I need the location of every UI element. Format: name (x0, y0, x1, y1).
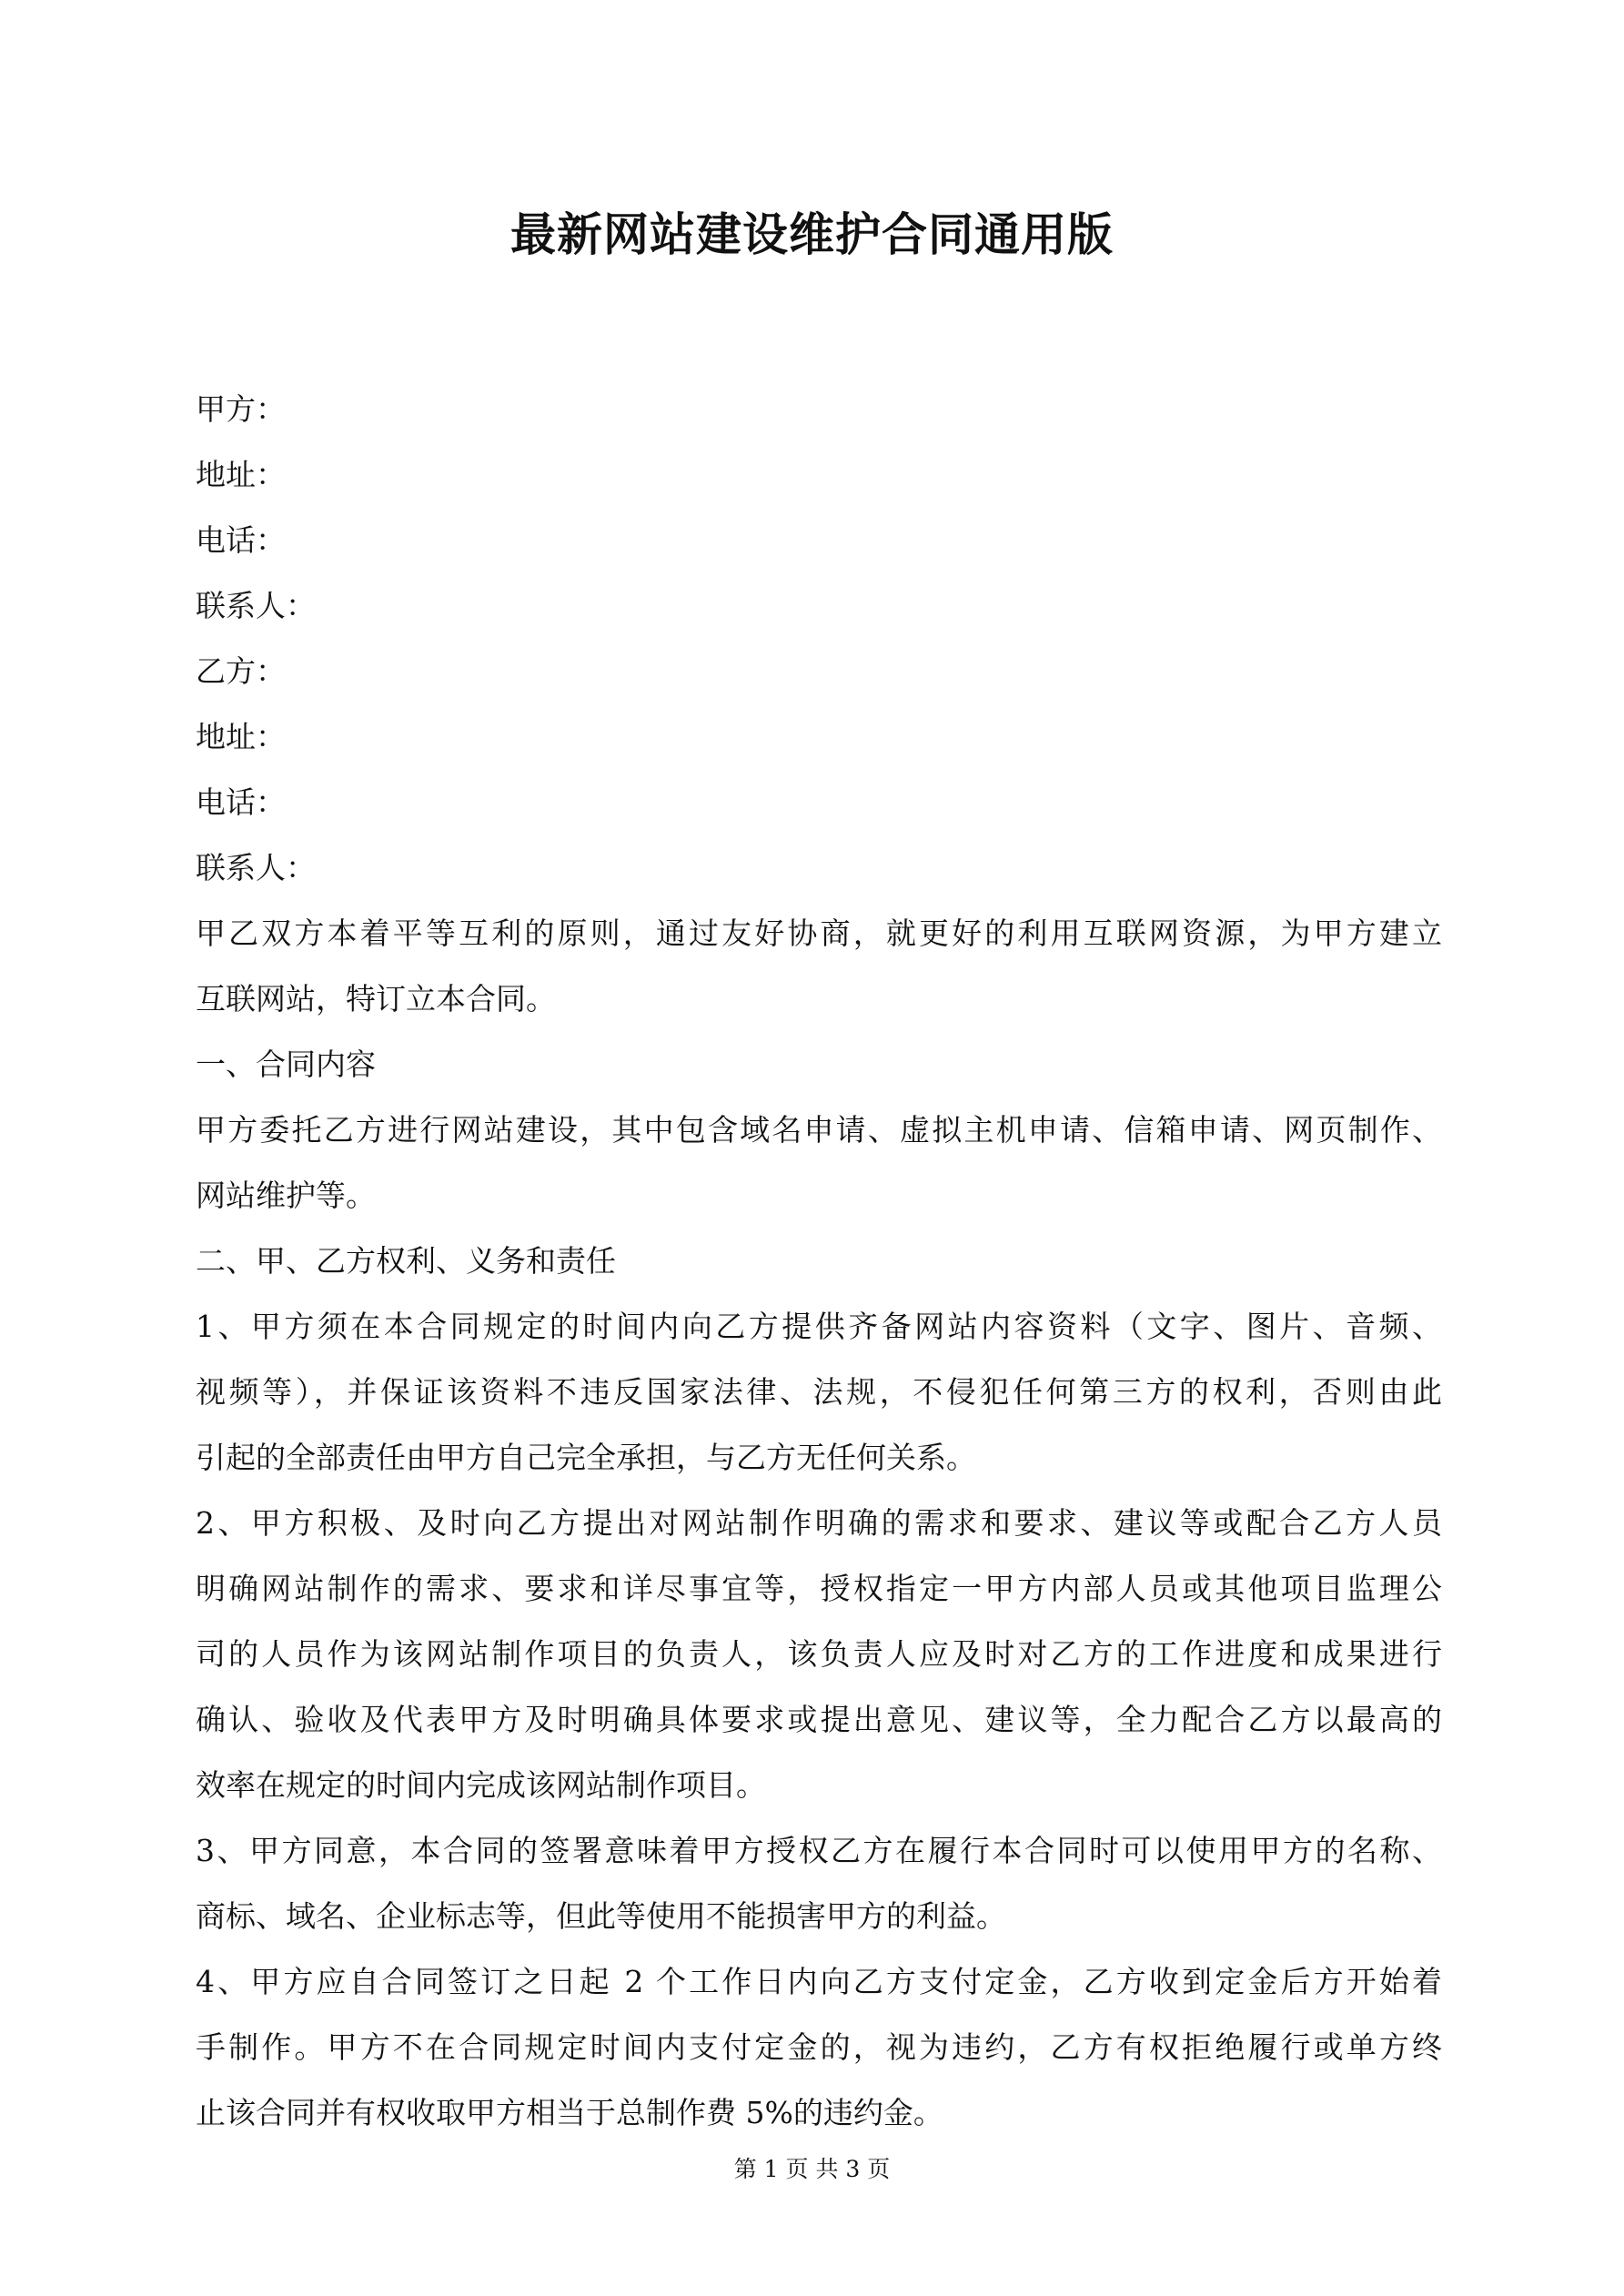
contract-content-line: 网站维护等。 (196, 1178, 376, 1213)
clause-4-line: 4、甲方应自合同签订之日起 2 个工作日内向乙方支付定金，乙方收到定金后方开始着 (196, 1964, 1442, 1999)
clause-2 (196, 1491, 1442, 1818)
party-b-contact-field: 联系人： (196, 850, 316, 885)
party-a-phone-field: 电话： (196, 522, 286, 558)
document-body (196, 377, 1442, 2146)
page-number-footer: 第 1 页 共 3 页 (733, 2156, 891, 2182)
clause-4-line: 手制作。甲方不在合同规定时间内支付定金的，视为违约，乙方有权拒绝履行或单方终 (196, 2029, 1442, 2065)
clause-1-line: 1、甲方须在本合同规定的时间内向乙方提供齐备网站内容资料（文字、图片、音频、 (196, 1309, 1442, 1344)
party-a-address-field: 地址： (196, 457, 286, 492)
intro-line: 甲乙双方本着平等互利的原则，通过友好协商，就更好的利用互联网资源，为甲方建立 (196, 915, 1442, 951)
clause-1-line: 视频等），并保证该资料不违反国家法律、法规，不侵犯任何第三方的权利，否则由此 (196, 1374, 1442, 1410)
clause-2-line: 效率在规定的时间内完成该网站制作项目。 (196, 1767, 766, 1803)
document-title: 最新网站建设维护合同通用版 (510, 207, 1114, 261)
intro-line: 互联网站，特订立本合同。 (196, 981, 556, 1017)
clause-2-line: 2、甲方积极、及时向乙方提出对网站制作明确的需求和要求、建议等或配合乙方人员 (196, 1505, 1442, 1541)
clause-3-line: 商标、域名、企业标志等，但此等使用不能损害甲方的利益。 (196, 1898, 1006, 1934)
section-heading-rights-obligations: 二、甲、乙方权利、义务和责任 (196, 1243, 616, 1279)
party-b-field: 乙方： (196, 653, 286, 689)
contract-content-line: 甲方委托乙方进行网站建设，其中包含域名申请、虚拟主机申请、信箱申请、网页制作、 (196, 1112, 1442, 1148)
contract-content-paragraph (196, 1097, 1442, 1229)
party-b-address-field: 地址： (196, 719, 286, 754)
clause-3-line: 3、甲方同意，本合同的签署意味着甲方授权乙方在履行本合同时可以使用甲方的名称、 (196, 1833, 1442, 1868)
clause-1 (196, 1294, 1442, 1491)
clause-2-line: 确认、验收及代表甲方及时明确具体要求或提出意见、建议等，全力配合乙方以最高的 (196, 1702, 1442, 1737)
clause-2-line: 司的人员作为该网站制作项目的负责人，该负责人应及时对乙方的工作进度和成果进行 (196, 1636, 1442, 1672)
intro-paragraph (196, 901, 1442, 1032)
clause-1-line: 引起的全部责任由甲方自己完全承担，与乙方无任何关系。 (196, 1440, 976, 1475)
clause-2-line: 明确网站制作的需求、要求和详尽事宜等，授权指定一甲方内部人员或其他项目监理公 (196, 1571, 1442, 1606)
party-a-field: 甲方： (196, 391, 286, 427)
section-heading-contract-content: 一、合同内容 (196, 1047, 376, 1082)
party-a-contact-field: 联系人： (196, 588, 316, 623)
clause-3 (196, 1818, 1442, 1949)
party-b-phone-field: 电话： (196, 784, 286, 820)
clause-4-line: 止该合同并有权收取甲方相当于总制作费 5%的违约金。 (196, 2095, 943, 2130)
clause-4 (196, 1949, 1442, 2146)
